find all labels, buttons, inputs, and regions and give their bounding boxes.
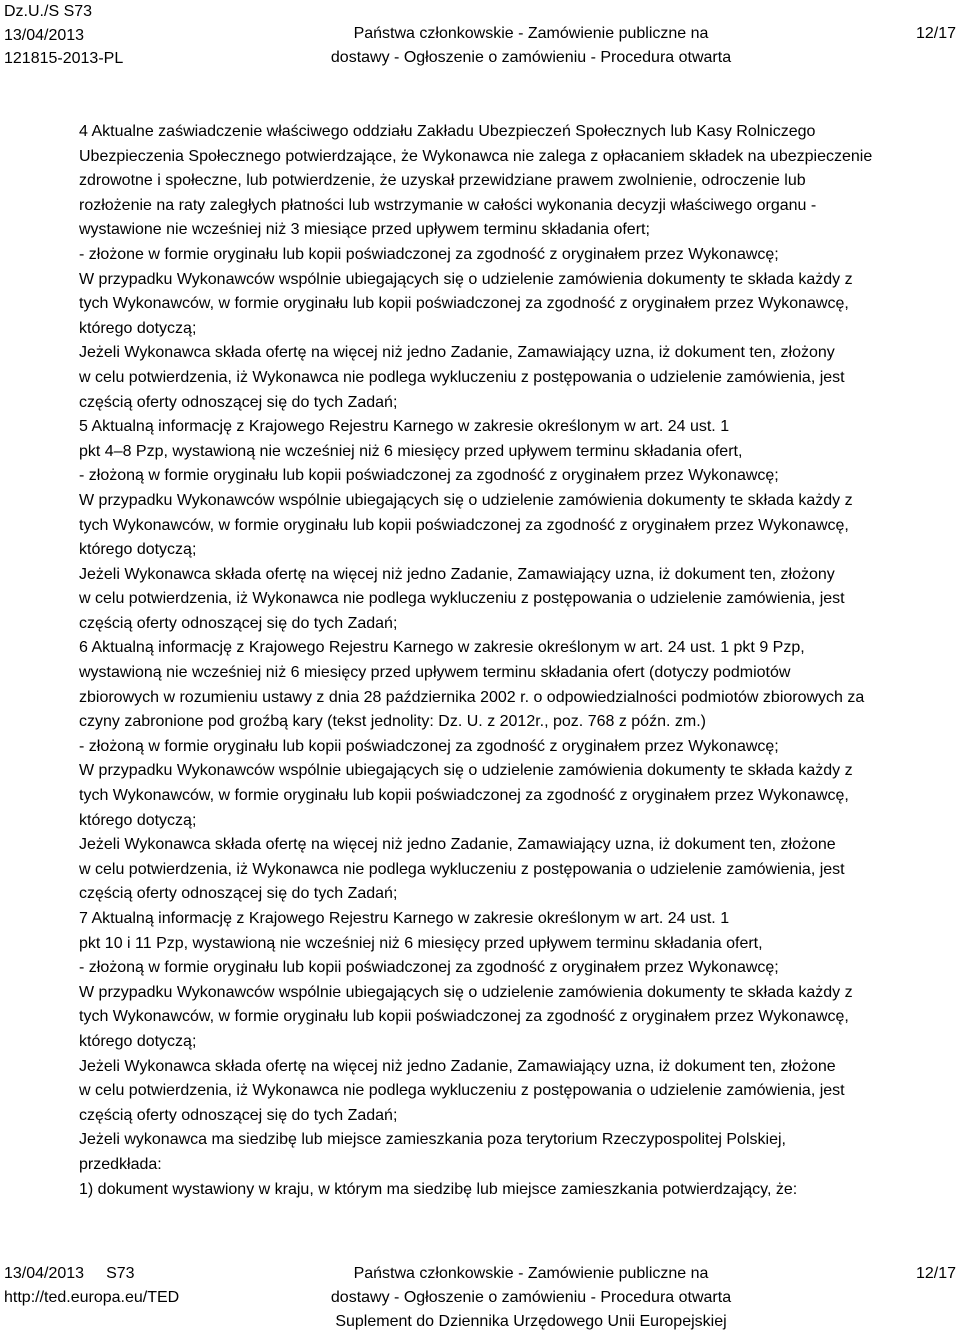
body-text-line: Jeżeli Wykonawca składa ofertę na więcej niż jedno Zadanie, Zamawiający uzna, iż dokument ten, złożony	[79, 565, 835, 583]
body-text-line: 6 Aktualną informację z Krajowego Rejestru Karnego w zakresie określonym w art. 24 ust. 1 pkt 9 Pzp,	[79, 639, 805, 657]
header-title-block	[296, 22, 766, 69]
footer-date: 13/04/2013	[4, 1265, 85, 1282]
body-text-line: 7 Aktualną informację z Krajowego Rejestru Karnego w zakresie określonym w art. 24 ust. 1	[79, 910, 730, 927]
footer-title-line-2: dostawy - Ogłoszenie o zamówieniu - Procedura otwarta	[330, 1289, 732, 1306]
footer-date-row	[4, 1262, 179, 1286]
body-text-line: - złożoną w formie oryginału lub kopii poświadczonej za zgodność z oryginałem przez Wykonawcę;	[79, 737, 779, 755]
header-title-line-1: Państwa członkowskie - Zamówienie publiczne na	[353, 25, 709, 42]
body-text-line: - złożoną w formie oryginału lub kopii poświadczonej za zgodność z oryginałem przez Wykonawcę;	[79, 959, 779, 977]
footer-title-line-1: Państwa członkowskie - Zamówienie publiczne na	[353, 1265, 709, 1282]
body-text-line: którego dotyczą;	[79, 811, 197, 829]
journal-reference: Dz.U./S S73	[4, 3, 93, 20]
page-footer	[0, 1262, 960, 1334]
body-text-line: którego dotyczą;	[79, 541, 197, 559]
body-text-line: którego dotyczą;	[79, 319, 197, 337]
body-text-line: w celu potwierdzenia, iż Wykonawca nie podlega wykluczeniu z postępowania o udzielenie zamówienia, jest	[79, 1082, 845, 1100]
footer-left-block	[4, 1262, 179, 1310]
body-text-line: częścią oferty odnoszącej się do tych Zadań;	[79, 614, 398, 632]
body-text-line: wystawioną nie wcześniej niż 6 miesięcy przed upływem terminu składania ofert (dotyczy podmiotów	[79, 664, 791, 682]
footer-issue: S73	[106, 1265, 135, 1282]
body-text-line: Ubezpieczenia Społecznego potwierdzające, że Wykonawca nie zalega z opłacaniem składek na ubezpieczenie	[79, 147, 873, 165]
body-text-line: którego dotyczą;	[79, 1032, 197, 1050]
body-text-line: w celu potwierdzenia, iż Wykonawca nie podlega wykluczeniu z postępowania o udzielenie zamówienia, jest	[79, 860, 845, 878]
footer-page-number: 12/17	[915, 1265, 956, 1282]
body-text-line: W przypadku Wykonawców wspólnie ubiegających się o udzielenie zamówienia dokumenty te składa każdy z	[79, 983, 853, 1001]
body-text-line: czyny zabronione pod groźbą kary (tekst jednolity: Dz. U. z 2012r., poz. 768 z późn. zm.)	[79, 713, 706, 731]
body-text-line: tych Wykonawców, w formie oryginału lub kopii poświadczonej za zgodność z oryginałem przez Wykonawcę,	[79, 516, 849, 534]
footer-title-block	[296, 1262, 766, 1334]
body-text-line: Jeżeli Wykonawca składa ofertę na więcej niż jedno Zadanie, Zamawiający uzna, iż dokument ten, złożone	[79, 1057, 836, 1075]
body-text-line: częścią oferty odnoszącej się do tych Zadań;	[79, 885, 398, 903]
header-left-block	[4, 0, 123, 71]
body-text-line: rozłożenie na raty zaległych płatności lub wstrzymanie w całości wykonania decyzji właściwego organu -	[79, 196, 817, 214]
body-text-line: tych Wykonawców, w formie oryginału lub kopii poświadczonej za zgodność z oryginałem przez Wykonawcę,	[79, 1008, 849, 1026]
body-text-line: Jeżeli Wykonawca składa ofertę na więcej niż jedno Zadanie, Zamawiający uzna, iż dokument ten, złożone	[79, 836, 836, 854]
body-text-line: - złożone w formie oryginału lub kopii poświadczonej za zgodność z oryginałem przez Wykonawcę;	[79, 245, 779, 263]
body-text-line: przedkłada:	[79, 1155, 162, 1173]
body-text-line: 5 Aktualną informację z Krajowego Rejestru Karnego w zakresie określonym w art. 24 ust. 1	[79, 418, 730, 436]
body-text-line: W przypadku Wykonawców wspólnie ubiegających się o udzielenie zamówienia dokumenty te składa każdy z	[79, 762, 853, 780]
body-text-line: zbiorowych w rozumieniu ustawy z dnia 28 października 2002 r. o odpowiedzialności podmiotów zbiorowych za	[79, 688, 865, 706]
body-text-line: Jeżeli wykonawca ma siedzibę lub miejsce zamieszkania poza terytorium Rzeczypospolitej Polskiej,	[79, 1131, 786, 1149]
body-text-line: wystawione nie wcześniej niż 3 miesiące przed upływem terminu składania ofert;	[79, 221, 650, 239]
body-text-line: - złożoną w formie oryginału lub kopii poświadczonej za zgodność z oryginałem przez Wykonawcę;	[79, 467, 779, 485]
body-text-line: w celu potwierdzenia, iż Wykonawca nie podlega wykluczeniu z postępowania o udzielenie zamówienia, jest	[79, 590, 845, 608]
header-date: 13/04/2013	[4, 26, 85, 44]
notice-id: 121815-2013-PL	[4, 50, 124, 67]
body-text-line: częścią oferty odnoszącej się do tych Zadań;	[79, 393, 398, 411]
body-text-line: 1) dokument wystawiony w kraju, w którym ma siedzibę lub miejsce zamieszkania potwierdzający, że:	[79, 1180, 798, 1198]
page-header	[0, 0, 960, 70]
body-text-line: częścią oferty odnoszącej się do tych Zadań;	[79, 1106, 398, 1124]
footer-url: http://ted.europa.eu/TED	[4, 1289, 180, 1306]
body-text-line: pkt 10 i 11 Pzp, wystawioną nie wcześniej niż 6 miesięcy przed upływem terminu składania ofert,	[79, 934, 763, 952]
body-text-line: zdrowotne i społeczne, lub potwierdzenie, że uzyskał przewidziane prawem zwolnienie, odroczenie lub	[79, 172, 806, 190]
footer-title-line-3: Suplement do Dziennika Urzędowego Unii Europejskiej	[335, 1313, 727, 1330]
body-text-line: tych Wykonawców, w formie oryginału lub kopii poświadczonej za zgodność z oryginałem przez Wykonawcę,	[79, 787, 849, 805]
body-text-line: 4 Aktualne zaświadczenie właściwego oddziału Zakładu Ubezpieczeń Społecznych lub Kasy Rolniczego	[79, 123, 816, 140]
header-page-number: 12/17	[915, 25, 956, 42]
body-text-line: w celu potwierdzenia, iż Wykonawca nie podlega wykluczeniu z postępowania o udzielenie zamówienia, jest	[79, 368, 845, 386]
body-text-line: Jeżeli Wykonawca składa ofertę na więcej niż jedno Zadanie, Zamawiający uzna, iż dokument ten, złożony	[79, 344, 835, 362]
body-text-line: W przypadku Wykonawców wspólnie ubiegających się o udzielenie zamówienia dokumenty te składa każdy z	[79, 270, 853, 288]
header-title-line-2: dostawy - Ogłoszenie o zamówieniu - Procedura otwarta	[330, 48, 732, 66]
body-text-line: tych Wykonawców, w formie oryginału lub kopii poświadczonej za zgodność z oryginałem przez Wykonawcę,	[79, 295, 849, 313]
document-body	[79, 120, 954, 1202]
body-text-line: W przypadku Wykonawców wspólnie ubiegających się o udzielenie zamówienia dokumenty te składa każdy z	[79, 491, 853, 509]
body-text-line: pkt 4–8 Pzp, wystawioną nie wcześniej niż 6 miesięcy przed upływem terminu składania ofert,	[79, 442, 743, 460]
